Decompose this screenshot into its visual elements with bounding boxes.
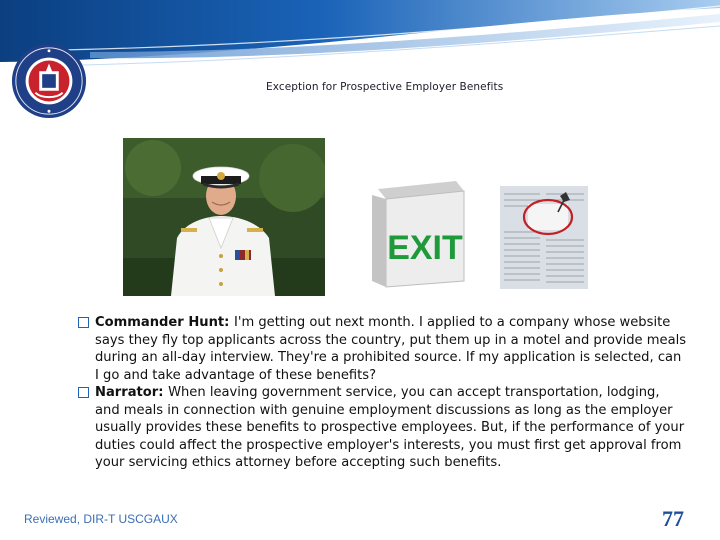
newspaper-ad-photo xyxy=(500,186,588,289)
bullet-text: I'm getting out next month. I applied to a company whose website says they fly top applicants across the country, put them up in a motel and provide meals during an all-day interview. They're a prohibited source. If my application is selected, can I go and take advantage of these benefits? xyxy=(95,315,687,383)
hollow-square-bullet-icon xyxy=(78,387,89,398)
panel-title: Exception for Prospective Employer Benefits xyxy=(266,81,504,93)
hollow-square-bullet-icon xyxy=(78,317,89,328)
scenario-image-panel xyxy=(108,68,628,300)
exit-sign-photo xyxy=(368,181,466,289)
page-number: 77 xyxy=(662,506,684,531)
speaker-label: Narrator: xyxy=(95,385,169,400)
footer-reviewed-note: Reviewed, DIR-T USCGAUX xyxy=(24,512,178,526)
bullet-narrator xyxy=(78,384,688,472)
bullet-text: When leaving government service, you can accept transportation, lodging, and meals in connection with genuine employment discussions as long as the employer usually provides these benefits to prospective employees. But, if the performance of your duties could affect the prospective employer's interests, you must first get approval from your servicing ethics attorney before accepting such benefits. xyxy=(95,385,685,470)
dialogue-bullets xyxy=(78,314,688,472)
officer-photo xyxy=(123,138,325,296)
coast-guard-auxiliary-seal-icon xyxy=(10,42,88,120)
bullet-commander-hunt xyxy=(78,314,688,384)
speaker-label: Commander Hunt: xyxy=(95,315,234,330)
exit-sign-text: EXIT xyxy=(387,229,463,267)
